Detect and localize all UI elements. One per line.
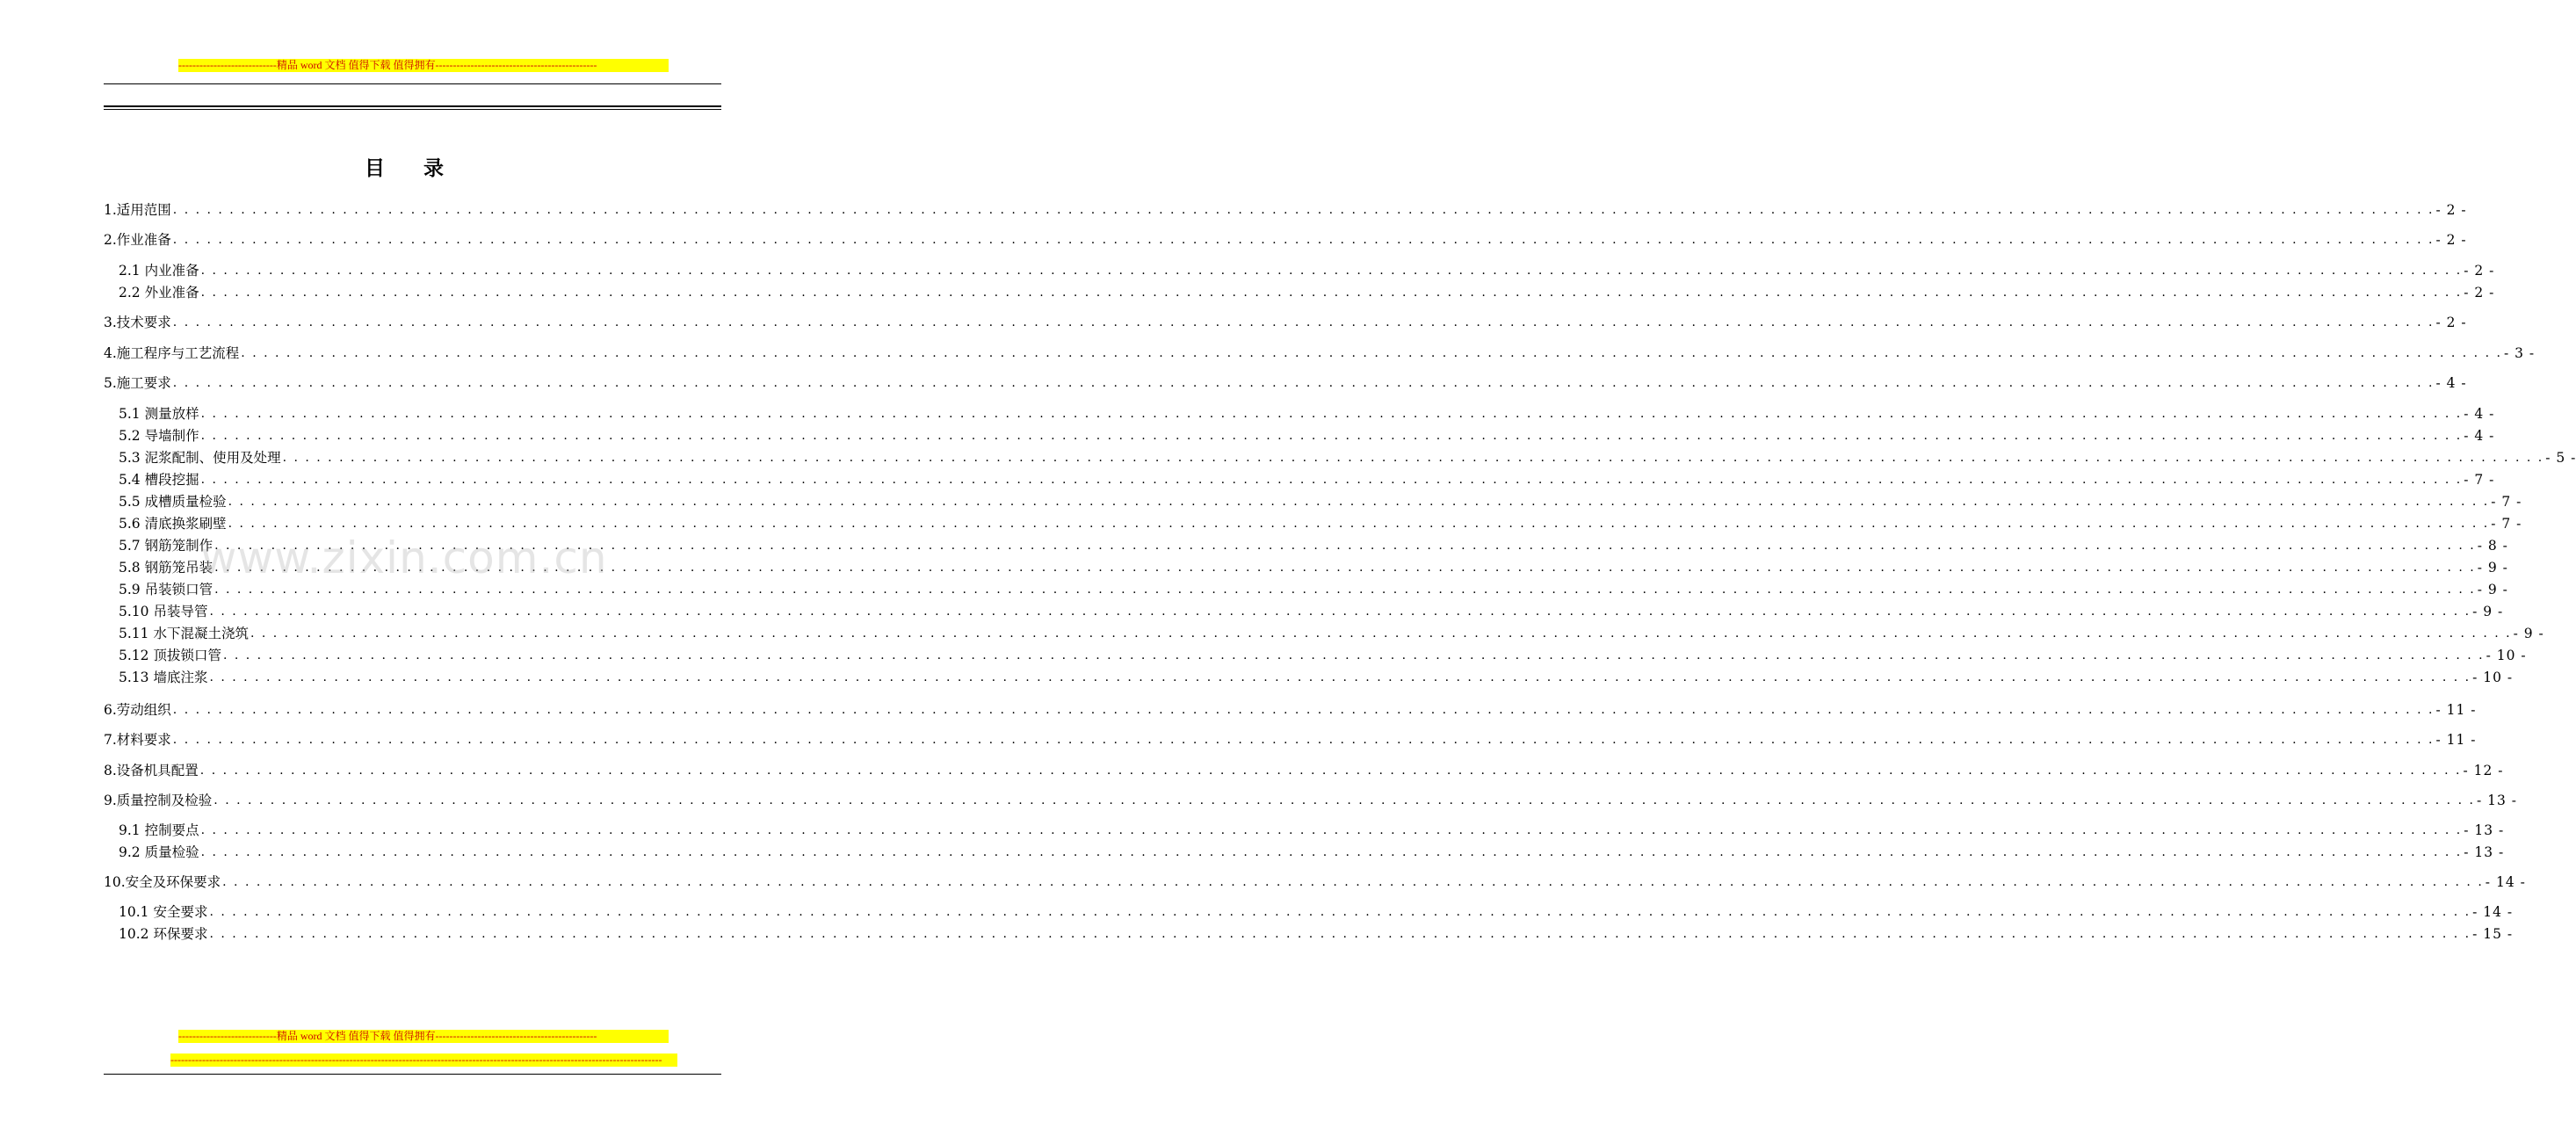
toc-entry[interactable] (104, 791, 2517, 810)
toc-entry-label: 3.技术要求 (104, 315, 171, 330)
toc-entry-page: - 13 - (2464, 844, 2505, 860)
toc-dot-leader: . . . . . . . . . . . . . . . . . . . . . . . . . . . . . . . . . . . . . . . . . . . . . . . . . . . . . . . . . . . . . . . . . . . . . . . . . . . . . . . . . . . . . . . . . . . . . . . . . . . . . . . . . . . . . . . . . . . . . . . . . . . . . . . . . . . . . . . . . . . . . . . . . . . . . . . . . . . . . . . . . . . . . . . . . . . . . . . . . . . . . . . . . . . . . . . . . . . . . . . . (241, 346, 2502, 360)
toc-entry-page: - 10 - (2472, 670, 2514, 685)
toc-dot-leader: . . . . . . . . . . . . . . . . . . . . . . . . . . . . . . . . . . . . . . . . . . . . . . . . . . . . . . . . . . . . . . . . . . . . . . . . . . . . . . . . . . . . . . . . . . . . . . . . . . . . . . . . . . . . . . . . . . . . . . . . . . . . . . . . . . . . . . . . . . . . . . . . . . . . . . . . . . . . . . . . . . . . . . . . . . . . . . . . . . . . . . . . . . . . . . . . . . . . . . . . (172, 733, 2435, 747)
toc-entry-page: - 10 - (2486, 648, 2527, 663)
toc-entry-label: 2.1 内业准备 (119, 263, 199, 279)
toc-entry[interactable] (119, 602, 2504, 621)
toc-entry-page: - 9 - (2477, 582, 2508, 597)
toc-entry-label: 5.10 吊装导管 (119, 604, 208, 619)
toc-dot-leader: . . . . . . . . . . . . . . . . . . . . . . . . . . . . . . . . . . . . . . . . . . . . . . . . . . . . . . . . . . . . . . . . . . . . . . . . . . . . . . . . . . . . . . . . . . . . . . . . . . . . . . . . . . . . . . . . . . . . . . . . . . . . . . . . . . . . . . . . . . . . . . . . . . . . . . . . . . . . . . . . . . . . . . . . . . . . . . . . . . . . . . . . . . . . . . . . . . . . . . . . (214, 583, 2476, 597)
toc-entry-page: - 3 - (2503, 345, 2536, 361)
toc-dot-leader: . . . . . . . . . . . . . . . . . . . . . . . . . . . . . . . . . . . . . . . . . . . . . . . . . . . . . . . . . . . . . . . . . . . . . . . . . . . . . . . . . . . . . . . . . . . . . . . . . . . . . . . . . . . . . . . . . . . . . . . . . . . . . . . . . . . . . . . . . . . . . . . . . . . . . . . . . . . . . . . . . . . . . . . . . . . . . . . . . . . . . . . . . . . . . . . . . . . . . . . . (200, 407, 2463, 421)
toc-entry[interactable] (119, 536, 2508, 555)
toc-entry-label: 2.作业准备 (104, 232, 171, 248)
toc-entry[interactable] (119, 580, 2508, 599)
toc-entry-label: 5.5 成槽质量检验 (119, 494, 227, 510)
toc-entry[interactable] (119, 514, 2522, 533)
toc-entry[interactable] (104, 872, 2526, 892)
toc-entry-page: - 15 - (2472, 926, 2514, 942)
toc-dot-leader: . . . . . . . . . . . . . . . . . . . . . . . . . . . . . . . . . . . . . . . . . . . . . . . . . . . . . . . . . . . . . . . . . . . . . . . . . . . . . . . . . . . . . . . . . . . . . . . . . . . . . . . . . . . . . . . . . . . . . . . . . . . . . . . . . . . . . . . . . . . . . . . . . . . . . . . . . . . . . . . . . . . . . . . . . . . . . . . . . . . . . . . . . . . . . . . . . . . . . . . . (172, 203, 2435, 217)
toc-entry-label: 1.适用范围 (104, 202, 171, 218)
toc-entry-page: - 11 - (2435, 732, 2477, 748)
toc-entry[interactable] (119, 261, 2495, 280)
toc-dot-leader: . . . . . . . . . . . . . . . . . . . . . . . . . . . . . . . . . . . . . . . . . . . . . . . . . . . . . . . . . . . . . . . . . . . . . . . . . . . . . . . . . . . . . . . . . . . . . . . . . . . . . . . . . . . . . . . . . . . . . . . . . . . . . . . . . . . . . . . . . . . . . . . . . . . . . . . . . . . . . . . . . . . . . . . . . . . . . . . . . . . . . . . . . . . . . . . . . . . . . . . . (209, 905, 2471, 919)
header-banner: ----------------------------精品 word 文档 值得下载 值得拥有---------------------------------------------- (178, 59, 669, 72)
toc-entry-label: 5.11 水下混凝土浇筑 (119, 626, 249, 641)
toc-entry-page: - 2 - (2464, 263, 2495, 279)
toc-entry-label: 2.2 外业准备 (119, 285, 199, 300)
toc-dot-leader: . . . . . . . . . . . . . . . . . . . . . . . . . . . . . . . . . . . . . . . . . . . . . . . . . . . . . . . . . . . . . . . . . . . . . . . . . . . . . . . . . . . . . . . . . . . . . . . . . . . . . . . . . . . . . . . . . . . . . . . . . . . . . . . . . . . . . . . . . . . . . . . . . . . . . . . . . . . . . . . . . . . . . . . . . . . . . . . . . . . . . . . . . . . . . . . . . . . . . . . . (199, 764, 2462, 778)
toc-entry-page: - 7 - (2464, 472, 2495, 488)
toc-entry[interactable] (104, 373, 2467, 393)
header-rule-double (104, 109, 721, 110)
footer-rule (104, 1074, 721, 1075)
toc-entry-label: 5.4 槽段挖掘 (119, 472, 199, 488)
toc-entry[interactable] (104, 761, 2504, 780)
header-rule-thin (104, 83, 721, 84)
toc-entry[interactable] (104, 200, 2467, 220)
toc-entry-page: - 9 - (2513, 626, 2544, 641)
toc-entry[interactable] (119, 492, 2522, 511)
toc-title: 目录 (365, 157, 482, 180)
toc-entry-label: 10.2 环保要求 (119, 926, 208, 942)
toc-entry-page: - 4 - (2464, 406, 2495, 422)
toc-entry-label: 5.3 泥浆配制、使用及处理 (119, 450, 281, 466)
toc-entry-label: 5.8 钢筋笼吊装 (119, 560, 213, 576)
toc-entry[interactable] (119, 924, 2514, 944)
toc-entry-label: 5.9 吊装锁口管 (119, 582, 213, 597)
toc-dot-leader: . . . . . . . . . . . . . . . . . . . . . . . . . . . . . . . . . . . . . . . . . . . . . . . . . . . . . . . . . . . . . . . . . . . . . . . . . . . . . . . . . . . . . . . . . . . . . . . . . . . . . . . . . . . . . . . . . . . . . . . . . . . . . . . . . . . . . . . . . . . . . . . . . . . . . . . . . . . . . . . . . . . . . . . . . . . . . . . . . . . . . . . . . . . . . . . . . . . . . . . . (228, 495, 2490, 509)
toc-entry-label: 5.7 钢筋笼制作 (119, 538, 213, 554)
toc-entry-label: 5.13 墙底注浆 (119, 670, 208, 685)
toc-entry-page: - 5 - (2545, 450, 2576, 466)
toc-dot-leader: . . . . . . . . . . . . . . . . . . . . . . . . . . . . . . . . . . . . . . . . . . . . . . . . . . . . . . . . . . . . . . . . . . . . . . . . . . . . . . . . . . . . . . . . . . . . . . . . . . . . . . . . . . . . . . . . . . . . . . . . . . . . . . . . . . . . . . . . . . . . . . . . . . . . . . . . . . . . . . . . . . . . . . . . . . . . . . . . . . . . . . . . . . . . . . . . . . . . . . . . (200, 823, 2463, 837)
toc-entry-page: - 14 - (2472, 904, 2514, 920)
toc-entry[interactable] (104, 230, 2467, 250)
toc-dot-leader: . . . . . . . . . . . . . . . . . . . . . . . . . . . . . . . . . . . . . . . . . . . . . . . . . . . . . . . . . . . . . . . . . . . . . . . . . . . . . . . . . . . . . . . . . . . . . . . . . . . . . . . . . . . . . . . . . . . . . . . . . . . . . . . . . . . . . . . . . . . . . . . . . . . . . . . . . . . . . . . . . . . . . . . . . . . . . . . . . . . . . . . . . . . . . . . . . . . . . . . . (200, 845, 2463, 859)
toc-dot-leader: . . . . . . . . . . . . . . . . . . . . . . . . . . . . . . . . . . . . . . . . . . . . . . . . . . . . . . . . . . . . . . . . . . . . . . . . . . . . . . . . . . . . . . . . . . . . . . . . . . . . . . . . . . . . . . . . . . . . . . . . . . . . . . . . . . . . . . . . . . . . . . . . . . . . . . . . . . . . . . . . . . . . . . . . . . . . . . . . . . . . . . . . . . . . . . . . . . . . . . . . (222, 648, 2485, 663)
toc-dot-leader: . . . . . . . . . . . . . . . . . . . . . . . . . . . . . . . . . . . . . . . . . . . . . . . . . . . . . . . . . . . . . . . . . . . . . . . . . . . . . . . . . . . . . . . . . . . . . . . . . . . . . . . . . . . . . . . . . . . . . . . . . . . . . . . . . . . . . . . . . . . . . . . . . . . . . . . . . . . . . . . . . . . . . . . . . . . . . . . . . . . . . . . . . . . . . . . . . . . . . . . . (209, 670, 2471, 684)
toc-entry-label: 5.6 清底换浆刷壁 (119, 516, 227, 532)
toc-entry-page: - 9 - (2472, 604, 2504, 619)
header-rule-thick (104, 105, 721, 107)
toc-entry-label: 7.材料要求 (104, 732, 171, 748)
toc-entry-page: - 7 - (2491, 516, 2522, 532)
toc-dot-leader: . . . . . . . . . . . . . . . . . . . . . . . . . . . . . . . . . . . . . . . . . . . . . . . . . . . . . . . . . . . . . . . . . . . . . . . . . . . . . . . . . . . . . . . . . . . . . . . . . . . . . . . . . . . . . . . . . . . . . . . . . . . . . . . . . . . . . . . . . . . . . . . . . . . . . . . . . . . . . . . . . . . . . . . . . . . . . . . . . . . . . . . . . . . . . . . . . . . . . . . . (200, 473, 2463, 487)
footer-banner-dashes: -------------------------------------------------------------------------------------------------------------------------------------------- (170, 1053, 677, 1067)
toc-dot-leader: . . . . . . . . . . . . . . . . . . . . . . . . . . . . . . . . . . . . . . . . . . . . . . . . . . . . . . . . . . . . . . . . . . . . . . . . . . . . . . . . . . . . . . . . . . . . . . . . . . . . . . . . . . . . . . . . . . . . . . . . . . . . . . . . . . . . . . . . . . . . . . . . . . . . . . . . . . . . . . . . . . . . . . . . . . . . . . . . . . . . . . . . . . . . . . . . . . . . . . . . (172, 233, 2435, 247)
toc-entry-page: - 14 - (2485, 874, 2526, 890)
toc-entry[interactable] (119, 470, 2495, 489)
toc-entry-page: - 4 - (2435, 375, 2467, 391)
toc-dot-leader: . . . . . . . . . . . . . . . . . . . . . . . . . . . . . . . . . . . . . . . . . . . . . . . . . . . . . . . . . . . . . . . . . . . . . . . . . . . . . . . . . . . . . . . . . . . . . . . . . . . . . . . . . . . . . . . . . . . . . . . . . . . . . . . . . . . . . . . . . . . . . . . . . . . . . . . . . . . . . . . . . . . . . . . . . . . . . . . . . . . . . . . . . . . . . . . . . . . . . . . . (214, 539, 2476, 553)
toc-entry-label: 6.劳动组织 (104, 702, 171, 718)
toc-entry[interactable] (104, 344, 2536, 363)
toc-entry[interactable] (119, 404, 2495, 424)
toc-entry-label: 5.12 顶拔锁口管 (119, 648, 221, 663)
toc-dot-leader: . . . . . . . . . . . . . . . . . . . . . . . . . . . . . . . . . . . . . . . . . . . . . . . . . . . . . . . . . . . . . . . . . . . . . . . . . . . . . . . . . . . . . . . . . . . . . . . . . . . . . . . . . . . . . . . . . . . . . . . . . . . . . . . . . . . . . . . . . . . . . . . . . . . . . . . . . . . . . . . . . . . . . . . . . . . . . . . . . . . . . . . . . . . . . . . . . . . . . . . . (200, 264, 2463, 278)
toc-entry[interactable] (104, 700, 2477, 720)
toc-dot-leader: . . . . . . . . . . . . . . . . . . . . . . . . . . . . . . . . . . . . . . . . . . . . . . . . . . . . . . . . . . . . . . . . . . . . . . . . . . . . . . . . . . . . . . . . . . . . . . . . . . . . . . . . . . . . . . . . . . . . . . . . . . . . . . . . . . . . . . . . . . . . . . . . . . . . . . . . . . . . . . . . . . . . . . . . . . . . . . . . . . . . . . . . . . . . . . . . . . . . . . . . (213, 793, 2475, 807)
toc-dot-leader: . . . . . . . . . . . . . . . . . . . . . . . . . . . . . . . . . . . . . . . . . . . . . . . . . . . . . . . . . . . . . . . . . . . . . . . . . . . . . . . . . . . . . . . . . . . . . . . . . . . . . . . . . . . . . . . . . . . . . . . . . . . . . . . . . . . . . . . . . . . . . . . . . . . . . . . . . . . . . . . . . . . . . . . . . . . . . . . . . . . . . . . . . . . . . . . . . . . . . . . . (172, 703, 2435, 717)
toc-entry-label: 8.设备机具配置 (104, 763, 199, 778)
toc-dot-leader: . . . . . . . . . . . . . . . . . . . . . . . . . . . . . . . . . . . . . . . . . . . . . . . . . . . . . . . . . . . . . . . . . . . . . . . . . . . . . . . . . . . . . . . . . . . . . . . . . . . . . . . . . . . . . . . . . . . . . . . . . . . . . . . . . . . . . . . . . . . . . . . . . . . . . . . . . . . . . . . . . . . . . . . . . . . . . . . . . . . . . . . . . . . . . . . . . . . . . . . . (222, 875, 2484, 889)
toc-dot-leader: . . . . . . . . . . . . . . . . . . . . . . . . . . . . . . . . . . . . . . . . . . . . . . . . . . . . . . . . . . . . . . . . . . . . . . . . . . . . . . . . . . . . . . . . . . . . . . . . . . . . . . . . . . . . . . . . . . . . . . . . . . . . . . . . . . . . . . . . . . . . . . . . . . . . . . . . . . . . . . . . . . . . . . . . . . . . . . . . . . . . . . . . . . . . . . . . . . . . . . . . (282, 451, 2544, 465)
toc-entry[interactable] (119, 283, 2495, 302)
toc-entry[interactable] (119, 558, 2508, 577)
toc-entry[interactable] (104, 730, 2477, 749)
toc-entry-page: - 4 - (2464, 428, 2495, 444)
toc-dot-leader: . . . . . . . . . . . . . . . . . . . . . . . . . . . . . . . . . . . . . . . . . . . . . . . . . . . . . . . . . . . . . . . . . . . . . . . . . . . . . . . . . . . . . . . . . . . . . . . . . . . . . . . . . . . . . . . . . . . . . . . . . . . . . . . . . . . . . . . . . . . . . . . . . . . . . . . . . . . . . . . . . . . . . . . . . . . . . . . . . . . . . . . . . . . . . . . . . . . . . . . . (200, 429, 2463, 443)
toc-entry-page: - 12 - (2463, 763, 2504, 778)
toc-entry-page: - 9 - (2477, 560, 2508, 576)
toc-entry-label: 10.1 安全要求 (119, 904, 208, 920)
toc-entry-page: - 8 - (2477, 538, 2508, 554)
toc-entry-page: - 7 - (2491, 494, 2522, 510)
toc-entry[interactable] (104, 313, 2467, 332)
toc-entry[interactable] (119, 624, 2544, 643)
toc-entry[interactable] (119, 821, 2505, 840)
toc-entry-page: - 13 - (2476, 793, 2517, 808)
toc-entry-page: - 13 - (2464, 822, 2505, 838)
footer-banner: ----------------------------精品 word 文档 值得下载 值得拥有---------------------------------------------- (178, 1030, 669, 1043)
toc-dot-leader: . . . . . . . . . . . . . . . . . . . . . . . . . . . . . . . . . . . . . . . . . . . . . . . . . . . . . . . . . . . . . . . . . . . . . . . . . . . . . . . . . . . . . . . . . . . . . . . . . . . . . . . . . . . . . . . . . . . . . . . . . . . . . . . . . . . . . . . . . . . . . . . . . . . . . . . . . . . . . . . . . . . . . . . . . . . . . . . . . . . . . . . . . . . . . . . . . . . . . . . . (200, 286, 2463, 300)
toc-dot-leader: . . . . . . . . . . . . . . . . . . . . . . . . . . . . . . . . . . . . . . . . . . . . . . . . . . . . . . . . . . . . . . . . . . . . . . . . . . . . . . . . . . . . . . . . . . . . . . . . . . . . . . . . . . . . . . . . . . . . . . . . . . . . . . . . . . . . . . . . . . . . . . . . . . . . . . . . . . . . . . . . . . . . . . . . . . . . . . . . . . . . . . . . . . . . . . . . . . . . . . . . (172, 315, 2435, 329)
toc-dot-leader: . . . . . . . . . . . . . . . . . . . . . . . . . . . . . . . . . . . . . . . . . . . . . . . . . . . . . . . . . . . . . . . . . . . . . . . . . . . . . . . . . . . . . . . . . . . . . . . . . . . . . . . . . . . . . . . . . . . . . . . . . . . . . . . . . . . . . . . . . . . . . . . . . . . . . . . . . . . . . . . . . . . . . . . . . . . . . . . . . . . . . . . . . . . . . . . . . . . . . . . . (214, 561, 2476, 575)
toc-entry-label: 9.1 控制要点 (119, 822, 199, 838)
toc-entry-page: - 11 - (2435, 702, 2477, 718)
toc-entry[interactable] (119, 448, 2576, 467)
toc-dot-leader: . . . . . . . . . . . . . . . . . . . . . . . . . . . . . . . . . . . . . . . . . . . . . . . . . . . . . . . . . . . . . . . . . . . . . . . . . . . . . . . . . . . . . . . . . . . . . . . . . . . . . . . . . . . . . . . . . . . . . . . . . . . . . . . . . . . . . . . . . . . . . . . . . . . . . . . . . . . . . . . . . . . . . . . . . . . . . . . . . . . . . . . . . . . . . . . . . . . . . . . . (228, 517, 2490, 531)
toc-dot-leader: . . . . . . . . . . . . . . . . . . . . . . . . . . . . . . . . . . . . . . . . . . . . . . . . . . . . . . . . . . . . . . . . . . . . . . . . . . . . . . . . . . . . . . . . . . . . . . . . . . . . . . . . . . . . . . . . . . . . . . . . . . . . . . . . . . . . . . . . . . . . . . . . . . . . . . . . . . . . . . . . . . . . . . . . . . . . . . . . . . . . . . . . . . . . . . . . . . . . . . . . (209, 927, 2471, 941)
toc-entry-page: - 2 - (2435, 202, 2467, 218)
toc-entry-label: 10.安全及环保要求 (104, 874, 221, 890)
toc-entry-label: 9.质量控制及检验 (104, 793, 213, 808)
toc-entry-page: - 2 - (2435, 232, 2467, 248)
toc-entry[interactable] (119, 843, 2505, 862)
watermark: www.zixin.com.cn (200, 532, 608, 583)
toc-dot-leader: . . . . . . . . . . . . . . . . . . . . . . . . . . . . . . . . . . . . . . . . . . . . . . . . . . . . . . . . . . . . . . . . . . . . . . . . . . . . . . . . . . . . . . . . . . . . . . . . . . . . . . . . . . . . . . . . . . . . . . . . . . . . . . . . . . . . . . . . . . . . . . . . . . . . . . . . . . . . . . . . . . . . . . . . . . . . . . . . . . . . . . . . . . . . . . . . . . . . . . . . (172, 376, 2435, 390)
toc-entry-page: - 2 - (2464, 285, 2495, 300)
toc-dot-leader: . . . . . . . . . . . . . . . . . . . . . . . . . . . . . . . . . . . . . . . . . . . . . . . . . . . . . . . . . . . . . . . . . . . . . . . . . . . . . . . . . . . . . . . . . . . . . . . . . . . . . . . . . . . . . . . . . . . . . . . . . . . . . . . . . . . . . . . . . . . . . . . . . . . . . . . . . . . . . . . . . . . . . . . . . . . . . . . . . . . . . . . . . . . . . . . . . . . . . . . . (209, 605, 2471, 619)
toc-dot-leader: . . . . . . . . . . . . . . . . . . . . . . . . . . . . . . . . . . . . . . . . . . . . . . . . . . . . . . . . . . . . . . . . . . . . . . . . . . . . . . . . . . . . . . . . . . . . . . . . . . . . . . . . . . . . . . . . . . . . . . . . . . . . . . . . . . . . . . . . . . . . . . . . . . . . . . . . . . . . . . . . . . . . . . . . . . . . . . . . . . . . . . . . . . . . . . . . . . . . . . . . (250, 626, 2512, 641)
toc-entry-label: 5.施工要求 (104, 375, 171, 391)
toc-entry[interactable] (119, 426, 2495, 445)
toc-entry[interactable] (119, 668, 2514, 687)
toc-entry[interactable] (119, 646, 2527, 665)
toc-entry-label: 5.2 导墙制作 (119, 428, 199, 444)
toc-entry-page: - 2 - (2435, 315, 2467, 330)
toc-entry[interactable] (119, 902, 2514, 922)
toc-entry-label: 9.2 质量检验 (119, 844, 199, 860)
toc-entry-label: 4.施工程序与工艺流程 (104, 345, 240, 361)
toc-entry-label: 5.1 测量放样 (119, 406, 199, 422)
